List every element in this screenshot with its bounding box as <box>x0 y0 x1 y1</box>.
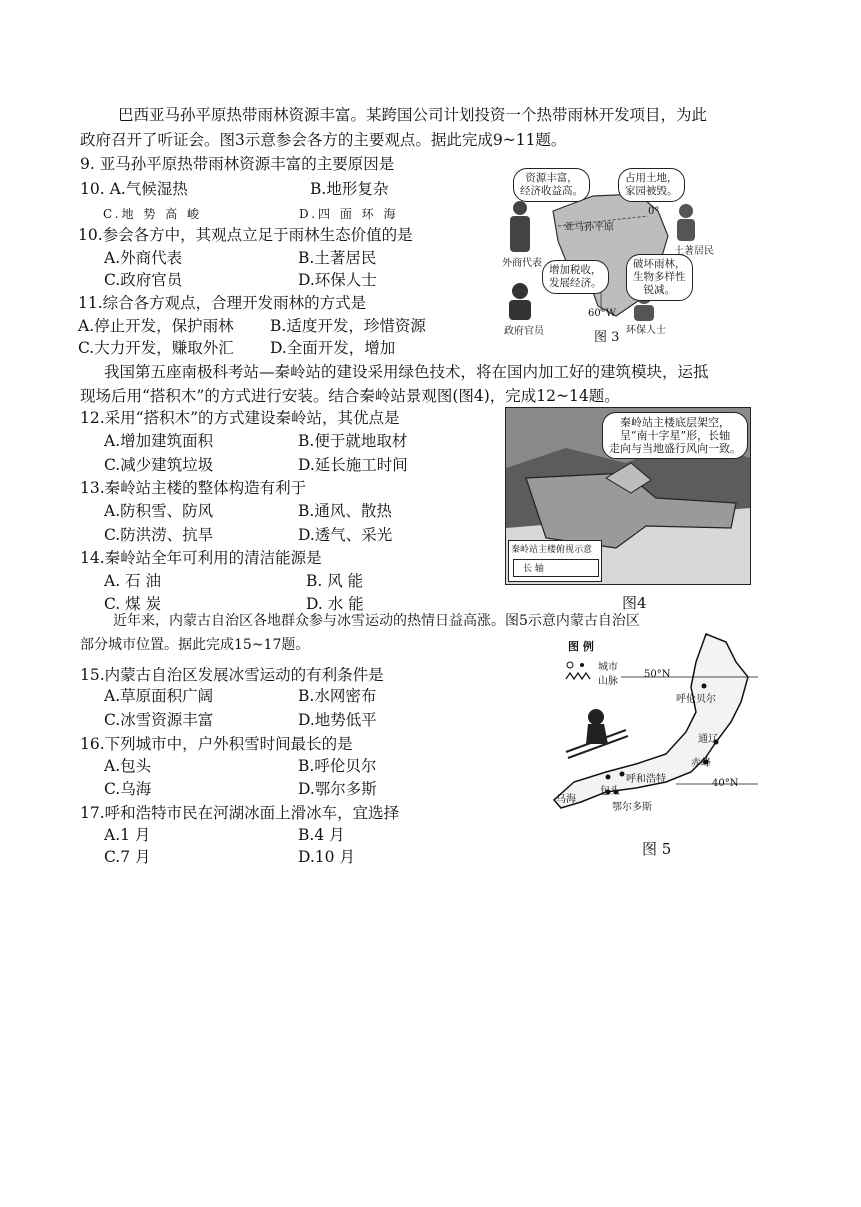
q15-option-a: A.草原面积广阔 <box>104 687 214 705</box>
legend-mountain: 山脉 <box>598 676 618 687</box>
q17-option-a: A.1 月 <box>104 826 151 844</box>
city-ordos: 鄂尔多斯 <box>612 802 652 813</box>
q10-option-b: B.土著居民 <box>298 249 377 267</box>
bubble-environmentalist: 破坏雨林， 生物多样性 锐减。 <box>626 254 693 301</box>
q16-option-b: B.呼伦贝尔 <box>298 757 377 775</box>
q13-option-b: B.通风、散热 <box>298 502 392 520</box>
q12-option-a: A.增加建筑面积 <box>104 432 214 450</box>
q11-option-d: D.全面开发，增加 <box>270 339 396 357</box>
q15-option-d: D.地势低平 <box>298 711 377 729</box>
q13-option-a: A.防积雪、防风 <box>104 502 214 520</box>
q11-option-a: A.停止开发，保护雨林 <box>78 317 234 335</box>
q16-stem: 16.下列城市中，户外积雪时间最长的是 <box>80 735 353 753</box>
skier-figure <box>566 709 628 758</box>
bubble-official: 增加税收， 发展经济。 <box>542 260 609 294</box>
intro2-line1: 我国第五座南极科考站—秦岭站的建设采用绿色技术，将在国内加工好的建筑模块，运抵 <box>104 363 709 381</box>
q11-option-c: C.大力开发，赚取外汇 <box>78 339 234 357</box>
q16-option-d: D.鄂尔多斯 <box>298 780 377 798</box>
q11-stem: 11.综合各方观点，合理开发雨林的方式是 <box>78 294 367 312</box>
q14-option-a: A. 石 油 <box>104 572 161 590</box>
figure-4-bubble: 秦岭站主楼底层架空， 呈“南十字星”形，长轴 走向与当地盛行风向一致。 <box>602 412 748 459</box>
label-40n: 40°N <box>712 778 739 789</box>
label-50n: 50°N <box>644 669 671 680</box>
q12-option-c: C.减少建筑垃圾 <box>104 456 214 474</box>
intro1-line1: 巴西亚马孙平原热带雨林资源丰富。某跨国公司计划投资一个热带雨林开发项目，为此 <box>118 106 708 124</box>
q14-stem: 14.秦岭站全年可利用的清洁能源是 <box>80 549 322 567</box>
city-chifeng: 赤峰 <box>691 758 711 769</box>
city-wuhai: 乌海 <box>556 794 576 805</box>
q9-option-c: C.地 势 高 峻 <box>103 207 203 221</box>
label-amazon-plain: 亚马孙平原 <box>564 222 614 233</box>
q13-stem: 13.秦岭站主楼的整体构造有利于 <box>80 479 307 497</box>
figure-4-caption: 图4 <box>622 594 647 612</box>
q16-option-a: A.包头 <box>104 757 152 775</box>
q9-option-a: 10. A.气候湿热 <box>80 180 188 198</box>
q9-option-d: D.四 面 环 海 <box>299 207 399 221</box>
q9-option-b: B.地形复杂 <box>310 180 389 198</box>
intro3-line2: 部分城市位置。据此完成15~17题。 <box>80 637 310 653</box>
q12-option-b: B.便于就地取材 <box>298 432 408 450</box>
city-tongliao: 通辽 <box>698 734 718 745</box>
q14-option-d: D. 水 能 <box>306 595 364 613</box>
label-environmentalist: 环保人士 <box>626 325 666 336</box>
q13-option-c: C.防洪涝、抗旱 <box>104 526 214 544</box>
label-equator: 0° <box>648 206 660 217</box>
q9-stem: 9. 亚马孙平原热带雨林资源丰富的主要原因是 <box>80 155 395 173</box>
q17-stem: 17.呼和浩特市民在河湖冰面上滑冰车，宜选择 <box>80 804 400 822</box>
q14-option-c: C. 煤 炭 <box>104 595 162 613</box>
bubble-native: 占用土地， 家园被毁。 <box>618 168 685 202</box>
q17-option-c: C.7 月 <box>104 848 151 866</box>
q12-stem: 12.采用“搭积木”的方式建设秦岭站，其优点是 <box>80 409 400 427</box>
label-foreign-rep: 外商代表 <box>502 258 542 269</box>
inset-axis-label: 长 轴 <box>523 564 544 574</box>
intro3-line1: 近年来，内蒙古自治区各地群众参与冰雪运动的热情日益高涨。图5示意内蒙古自治区 <box>113 613 640 629</box>
q10-option-c: C.政府官员 <box>104 271 183 289</box>
q12-option-d: D.延长施工时间 <box>298 456 408 474</box>
q11-option-b: B.适度开发，珍惜资源 <box>270 317 426 335</box>
figure-5-caption: 图 5 <box>642 840 672 858</box>
q17-option-b: B.4 月 <box>298 826 345 844</box>
bubble-foreign-rep: 资源丰富， 经济收益高。 <box>513 168 590 202</box>
intro2-line2: 现场后用“搭积木”的方式进行安装。结合秦岭站景观图(图4)，完成12~14题。 <box>80 387 620 405</box>
legend-city: 城市 <box>598 662 618 673</box>
intro1-line2: 政府召开了听证会。图3示意参会各方的主要观点。据此完成9~11题。 <box>80 131 567 149</box>
q15-option-c: C.冰雪资源丰富 <box>104 711 214 729</box>
q17-option-d: D.10 月 <box>298 848 355 866</box>
label-official: 政府官员 <box>504 326 544 337</box>
city-hohhot: 呼和浩特 <box>626 774 666 785</box>
q10-stem: 10.参会各方中，其观点立足于雨林生态价值的是 <box>78 226 413 244</box>
label-60w: 60°W <box>588 308 617 319</box>
q15-stem: 15.内蒙古自治区发展冰雪运动的有利条件是 <box>80 666 384 684</box>
figure-4-photo <box>505 407 751 585</box>
figure-3-caption: 图 3 <box>594 330 620 345</box>
q14-option-b: B. 风 能 <box>306 572 364 590</box>
inset-title: 秦岭站主楼俯视示意 <box>511 545 593 555</box>
label-native: 土著居民 <box>674 246 714 257</box>
q10-option-a: A.外商代表 <box>104 249 183 267</box>
q16-option-c: C.乌海 <box>104 780 152 798</box>
figure-3 <box>498 166 723 346</box>
figure-4-inset <box>508 540 602 582</box>
city-hulunbuir: 呼伦贝尔 <box>676 694 716 705</box>
legend-title: 图 例 <box>568 640 594 653</box>
q15-option-b: B.水网密布 <box>298 687 377 705</box>
city-baotou: 包头 <box>600 786 620 797</box>
official-figure <box>509 283 531 320</box>
q13-option-d: D.透气、采光 <box>298 526 393 544</box>
native-figure <box>677 204 695 241</box>
q10-option-d: D.环保人士 <box>298 271 377 289</box>
figure-5-map <box>526 632 758 822</box>
foreign-rep-figure <box>510 201 530 252</box>
